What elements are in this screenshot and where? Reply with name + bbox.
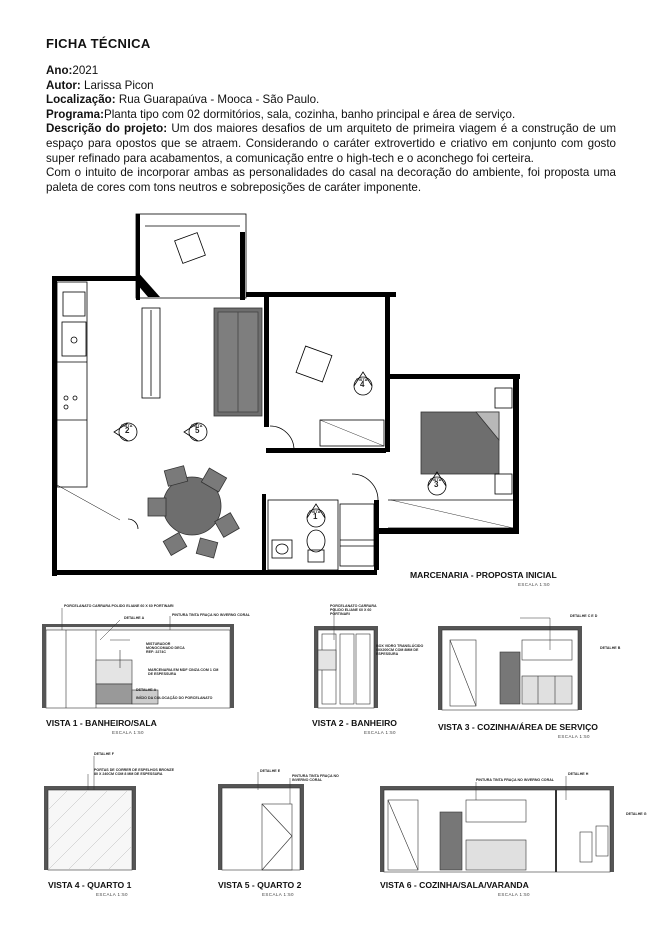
vista-5-caption: VISTA 5 - QUARTO 2 <box>218 880 302 890</box>
vista-2-caption: VISTA 2 - BANHEIRO <box>312 718 397 728</box>
info-paragraph-2: Com o intuito de incorporar ambas as personalidades do casal na decoração do ambiente, foi proposta uma paleta de cores com tons neutros e sobreposições de caráter imponente. <box>46 166 616 194</box>
vista-5-note-1: DETALHE E <box>260 769 281 773</box>
vista-1-note-7: INÍCIO DA COLOCAÇÃO DO PORCELANATO <box>136 696 213 700</box>
vista-1-note-5: MARCENARIA EM MDF CINZA COM 1 CM DE ESPESSURA <box>148 668 219 677</box>
vista-1-note-2: PINTURA TINTA FRAÇA NO INVERNO CORAL <box>172 613 250 617</box>
vista-1-note-4: MISTURADOR MONOCOMADO DECA REF: 2274C <box>146 642 185 655</box>
view-marker-1-word: VISTA <box>309 509 321 514</box>
vista-1-note-6: DETALHE A <box>136 688 157 692</box>
view-marker-5-number: 5 <box>195 426 200 435</box>
vista-3-scale: ESCALA 1:50 <box>558 734 590 739</box>
vista-5-scale: ESCALA 1:50 <box>262 892 294 897</box>
vista-6-note-1: PINTURA TINTA FRAÇA NO INVERNO CORAL <box>476 778 554 782</box>
vista-2-scale: ESCALA 1:50 <box>364 730 396 735</box>
vista-6-note-2: DETALHE H <box>568 772 589 776</box>
view-marker-2-word: VISTA <box>121 423 133 428</box>
kitchen-counter <box>57 282 87 487</box>
vista-6-note-3: DETALHE G <box>626 812 647 816</box>
info-year: Ano:2021 <box>46 64 99 77</box>
balcony-outline <box>136 214 246 298</box>
view-marker-4-word: VISTA <box>356 377 368 382</box>
vista-4-note-2: PORTAS DE CORRER DE ESPELHOS BRONZE 80 X 240CM COM 8 MM DE ESPESSURA <box>94 768 175 777</box>
wall-left <box>52 276 57 576</box>
vista-4-note-1: DETALHE F <box>94 752 114 756</box>
vista-2-note-2: BOX VIDRO TRANSLÚCIDO 60X200CM COM 8MM DE ESPESSURA <box>376 644 424 657</box>
view-marker-1-number: 1 <box>313 512 318 521</box>
view-marker-3-number: 3 <box>434 480 439 489</box>
info-description: Descrição do projeto: Um dos maiores desafios de um arquiteto de primeira viagem é a construção de um espaço para opostos que se atraem. Considerando o caráter extrovertido e criativo em conjunto com gosto super refinado para acabamentos, a comunicação entre o high-tech e o aconchego foi certeira. <box>46 122 616 165</box>
view-marker-2-number: 2 <box>125 426 130 435</box>
vista-1-caption: VISTA 1 - BANHEIRO/SALA <box>46 718 157 728</box>
plan-caption: MARCENARIA - PROPOSTA INICIAL <box>410 570 557 580</box>
vista-3-note-2: DETALHE B <box>600 646 621 650</box>
info-program: Programa:Planta tipo com 02 dormitórios, sala, cozinha, banho principal e área de serviço. <box>46 107 516 121</box>
info-location: Localização: Rua Guarapaúva - Mooca - São Paulo. <box>46 93 320 107</box>
elevation-vista-4 <box>44 786 136 870</box>
elevation-vista-2 <box>314 626 378 708</box>
elevation-vista-6 <box>380 786 614 872</box>
vista-3-note-1: DETALHE C E D <box>570 614 598 618</box>
info-author: Autor: Larissa Picon <box>46 78 154 92</box>
vista-2-note-1: PORCELANATO CARRARA POLIDO ELIANE 60 X 60 PORTINARI <box>330 604 377 617</box>
vista-3-caption: VISTA 3 - COZINHA/ÁREA DE SERVIÇO <box>438 722 598 732</box>
vista-4-caption: VISTA 4 - QUARTO 1 <box>48 880 132 890</box>
vista-6-caption: VISTA 6 - COZINHA/SALA/VARANDA <box>380 880 529 890</box>
wall-bottom <box>52 570 377 575</box>
vista-1-scale: ESCALA 1:50 <box>112 730 144 735</box>
vista-4-scale: ESCALA 1:50 <box>96 892 128 897</box>
vista-1-note-1: PORCELANATO CARRARA POLIDO ELIANE 60 X 60 PORTINARI <box>64 604 174 608</box>
view-marker-3-word: VISTA <box>430 477 442 482</box>
vista-6-scale: ESCALA 1:50 <box>498 892 530 897</box>
vista-1-note-3: DETALHE A <box>124 616 145 620</box>
vista-5-note-2: PINTURA TINTA FRAÇA NO INVERNO CORAL <box>292 774 339 783</box>
view-marker-4-number: 4 <box>360 380 365 389</box>
page-title: FICHA TÉCNICA <box>46 36 151 51</box>
elevation-vista-3 <box>438 626 582 710</box>
elevation-vista-5 <box>218 784 304 870</box>
view-marker-5-word: VISTA <box>191 423 203 428</box>
plan-scale: ESCALA 1:50 <box>518 582 550 587</box>
